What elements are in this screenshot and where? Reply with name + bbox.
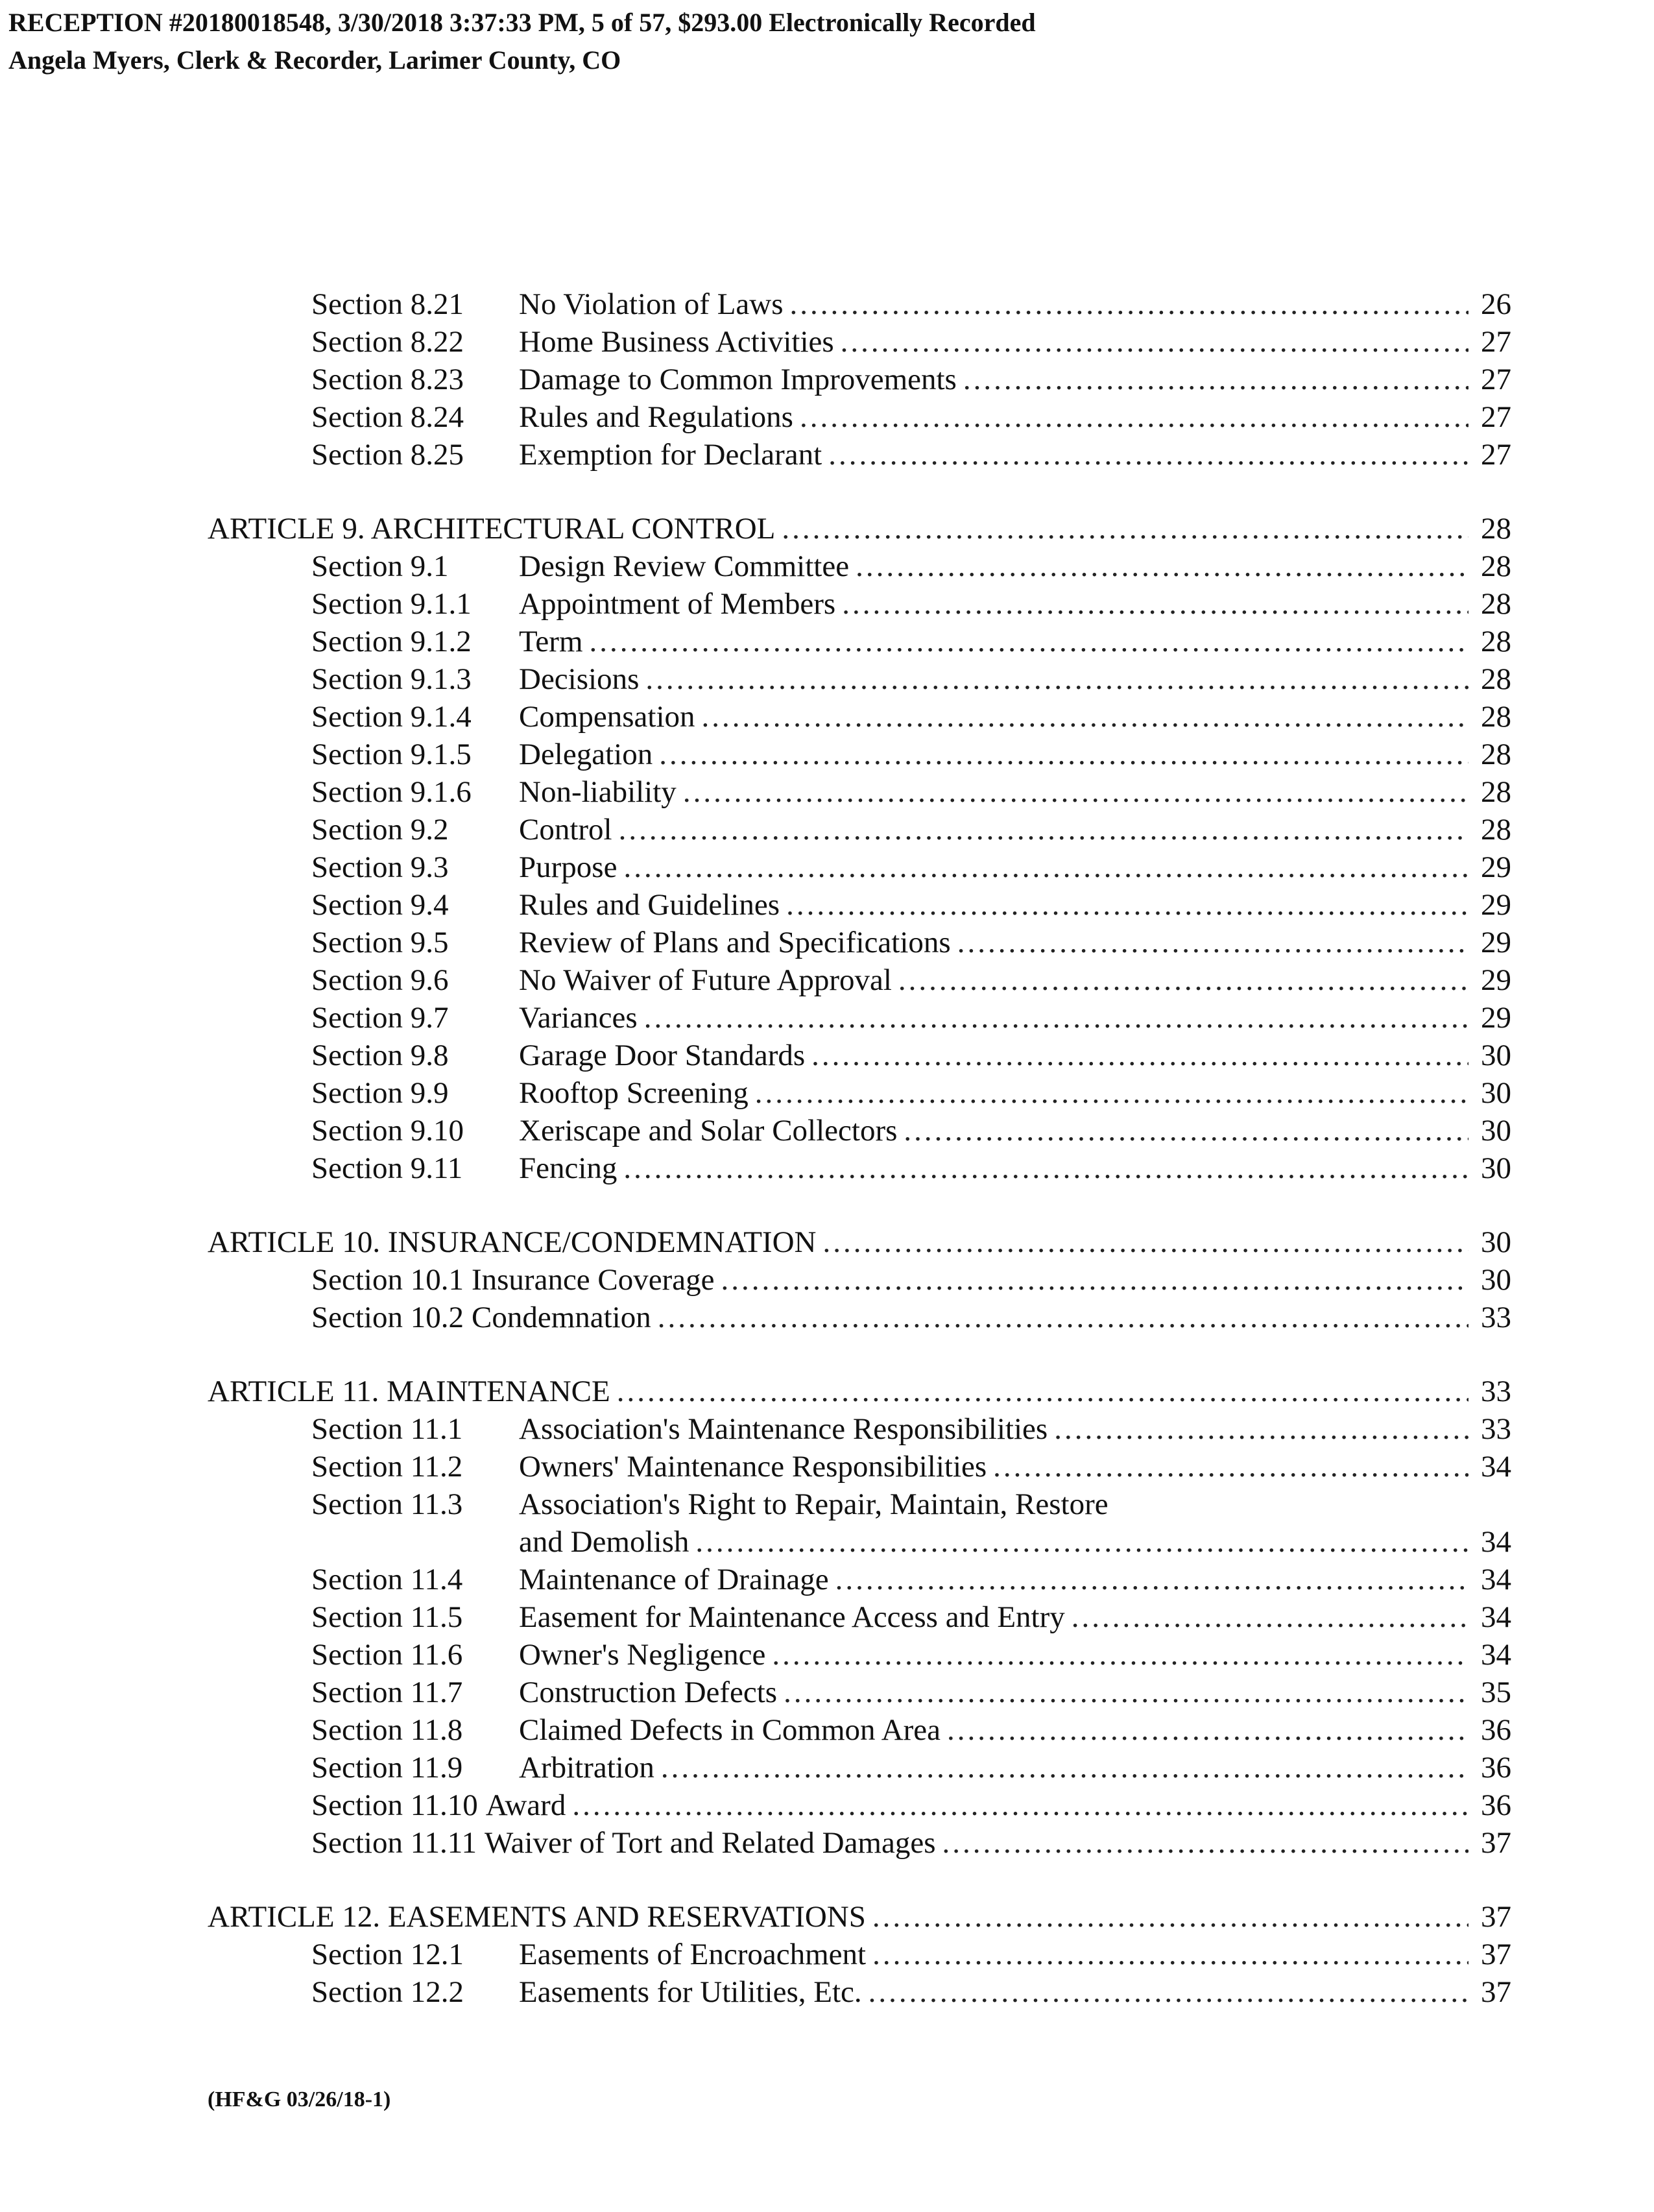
section-number: Section 11.7 [311, 1676, 463, 1709]
section-title: Variances [519, 1001, 638, 1035]
dot-leader [645, 660, 1468, 698]
section-number: Section 11.4 [311, 1563, 463, 1596]
section-number: Section 11.2 [311, 1450, 463, 1484]
recording-stamp-line-2: Angela Myers, Clerk & Recorder, Larimer County, CO [8, 45, 621, 75]
toc-section-entry[interactable] [208, 886, 1511, 924]
section-title: Decisions [519, 662, 640, 696]
page-number: 36 [1481, 1713, 1511, 1747]
dot-leader [957, 924, 1468, 961]
page-number: 34 [1481, 1600, 1511, 1634]
toc-section-entry[interactable] [208, 811, 1511, 848]
page-number: 30 [1481, 1151, 1511, 1185]
page-number: 30 [1481, 1114, 1511, 1148]
dot-leader [755, 1074, 1468, 1112]
toc-section-entry[interactable] [208, 323, 1511, 361]
section-title: Purpose [519, 850, 617, 884]
section-title: Easements for Utilities, Etc. [519, 1975, 862, 2009]
section-number: Section 11.6 [311, 1638, 463, 1672]
toc-section-entry[interactable] [208, 1485, 1511, 1523]
section-title: Award [485, 1788, 566, 1822]
page-number: 27 [1481, 400, 1511, 434]
section-number: Section 11.9 [311, 1751, 463, 1785]
toc-section-entry[interactable] [208, 1636, 1511, 1674]
dot-leader [947, 1711, 1468, 1749]
section-title: Owners' Maintenance Responsibilities [519, 1450, 987, 1484]
section-title: Rooftop Screening [519, 1076, 749, 1110]
dot-leader [658, 1299, 1468, 1336]
recording-stamp [8, 4, 1036, 79]
article-title: ARTICLE 11. MAINTENANCE [208, 1375, 610, 1408]
toc-section-entry[interactable] [208, 1112, 1511, 1149]
section-number: Section 8.21 [311, 287, 464, 321]
section-title: Control [519, 813, 612, 847]
article-title: ARTICLE 9. ARCHITECTURAL CONTROL [208, 512, 776, 546]
toc-section-entry[interactable] [208, 623, 1511, 660]
section-title: Review of Plans and Specifications [519, 926, 951, 959]
section-title: Garage Door Standards [519, 1039, 806, 1072]
toc-group [208, 285, 1511, 474]
toc-section-entry[interactable] [208, 999, 1511, 1037]
section-title: Claimed Defects in Common Area [519, 1713, 941, 1747]
dot-leader [872, 1898, 1468, 1936]
section-number: Section 9.10 [311, 1114, 464, 1148]
page-number: 29 [1481, 850, 1511, 884]
dot-leader [659, 736, 1468, 773]
section-number: Section 11.8 [311, 1713, 463, 1747]
dot-leader [1054, 1410, 1468, 1448]
dot-leader [790, 285, 1468, 323]
dot-leader [822, 1223, 1468, 1261]
toc-section-entry[interactable] [208, 1973, 1511, 2011]
toc-section-entry[interactable] [208, 1711, 1511, 1749]
section-number: Section 9.3 [311, 850, 449, 884]
section-title: Term [519, 625, 583, 658]
dot-leader [702, 698, 1468, 736]
toc-article-entry[interactable] [208, 1223, 1511, 1261]
page-number: 26 [1481, 287, 1511, 321]
dot-leader [623, 1149, 1468, 1187]
dot-leader [904, 1112, 1468, 1149]
dot-leader [661, 1749, 1468, 1786]
page-number: 29 [1481, 888, 1511, 922]
article-title: ARTICLE 10. INSURANCE/CONDEMNATION [208, 1225, 817, 1259]
dot-leader [898, 961, 1468, 999]
section-number: Section 9.1.4 [311, 700, 472, 734]
section-title: No Violation of Laws [519, 287, 784, 321]
section-title: Damage to Common Improvements [519, 363, 957, 396]
recording-stamp-line-1: RECEPTION #20180018548, 3/30/2018 3:37:33 PM, 5 of 57, $293.00 Electronically Recorded [8, 8, 1036, 37]
toc-section-entry[interactable] [208, 736, 1511, 773]
page-number: 37 [1481, 1975, 1511, 2009]
toc-section-entry[interactable] [208, 660, 1511, 698]
section-title: Rules and Regulations [519, 400, 793, 434]
section-number: Section 9.6 [311, 963, 449, 997]
dot-leader [800, 398, 1468, 436]
page-number: 37 [1481, 1938, 1511, 1971]
section-title: Appointment of Members [519, 587, 836, 621]
article-title: ARTICLE 12. EASEMENTS AND RESERVATIONS [208, 1900, 866, 1934]
dot-leader [619, 811, 1468, 848]
section-title: Waiver of Tort and Related Damages [485, 1826, 936, 1860]
section-title: Rules and Guidelines [519, 888, 780, 922]
dot-leader [856, 547, 1468, 585]
page-number: 35 [1481, 1676, 1511, 1709]
dot-leader [828, 436, 1468, 474]
section-number: Section 9.8 [311, 1039, 449, 1072]
toc-section-continuation[interactable] [208, 1523, 1511, 1561]
dot-leader [835, 1561, 1468, 1598]
section-number: Section 9.11 [311, 1151, 463, 1185]
dot-leader [872, 1936, 1468, 1973]
section-title: Compensation [519, 700, 695, 734]
section-title: Design Review Committee [519, 549, 850, 583]
toc-section-entry[interactable] [208, 1410, 1511, 1448]
section-title: Easement for Maintenance Access and Entry [519, 1600, 1065, 1634]
dot-leader [841, 323, 1468, 361]
page-number: 28 [1481, 775, 1511, 809]
page-number: 36 [1481, 1751, 1511, 1785]
toc-group [208, 1898, 1511, 2011]
page-number: 28 [1481, 813, 1511, 847]
dot-leader [590, 623, 1469, 660]
section-title: Non-liability [519, 775, 677, 809]
section-title: Delegation [519, 738, 653, 771]
section-title: Xeriscape and Solar Collectors [519, 1114, 898, 1148]
page-number: 28 [1481, 738, 1511, 771]
dot-leader [683, 773, 1468, 811]
section-number: Section 9.4 [311, 888, 449, 922]
section-number: Section 12.1 [311, 1938, 464, 1971]
section-title: Owner's Negligence [519, 1638, 766, 1672]
page-number: 34 [1481, 1525, 1511, 1559]
page-number: 37 [1481, 1900, 1511, 1934]
toc-section-entry[interactable] [208, 924, 1511, 961]
page-number: 29 [1481, 1001, 1511, 1035]
toc-article-entry[interactable] [208, 1373, 1511, 1410]
section-number: Section 8.24 [311, 400, 464, 434]
toc-section-entry[interactable] [208, 585, 1511, 623]
dot-leader [786, 886, 1468, 924]
section-title: Association's Right to Repair, Maintain, Restore [519, 1487, 1109, 1521]
page-number: 28 [1481, 587, 1511, 621]
page-number: 30 [1481, 1039, 1511, 1072]
section-number: Section 8.22 [311, 325, 464, 359]
section-title: Insurance Coverage [471, 1263, 715, 1297]
section-number: Section 10.1 [311, 1263, 464, 1297]
page-number: 37 [1481, 1826, 1511, 1860]
toc-section-entry[interactable] [208, 1936, 1511, 1973]
section-number: Section 9.1 [311, 549, 449, 583]
dot-leader [842, 585, 1468, 623]
section-number: Section 8.23 [311, 363, 464, 396]
document-code-footer: (HF&G 03/26/18-1) [208, 2087, 391, 2111]
toc-section-entry[interactable] [208, 961, 1511, 999]
page-number: 30 [1481, 1225, 1511, 1259]
toc-section-entry[interactable] [208, 436, 1511, 474]
toc-section-entry[interactable] [208, 1786, 1511, 1824]
page-number: 29 [1481, 926, 1511, 959]
section-title: Exemption for Declarant [519, 438, 822, 472]
page-number: 33 [1481, 1375, 1511, 1408]
page-number: 34 [1481, 1638, 1511, 1672]
section-title: Association's Maintenance Responsibilities [519, 1412, 1048, 1446]
page-number: 27 [1481, 325, 1511, 359]
page-number: 30 [1481, 1076, 1511, 1110]
section-title: Condemnation [471, 1301, 651, 1334]
page-number: 28 [1481, 662, 1511, 696]
toc-group [208, 1223, 1511, 1336]
toc-section-entry[interactable] [208, 361, 1511, 398]
section-number: Section 10.2 [311, 1301, 464, 1334]
dot-leader [963, 361, 1468, 398]
page-number: 29 [1481, 963, 1511, 997]
toc-section-entry[interactable] [208, 1598, 1511, 1636]
toc-section-entry[interactable] [208, 1824, 1511, 1862]
section-number: Section 11.11 [311, 1826, 477, 1860]
dot-leader [721, 1261, 1469, 1299]
page-number: 27 [1481, 438, 1511, 472]
table-of-contents [208, 285, 1511, 2047]
page-number: 28 [1481, 549, 1511, 583]
section-number: Section 9.1.1 [311, 587, 472, 621]
section-title: Construction Defects [519, 1676, 778, 1709]
page-number: 28 [1481, 625, 1511, 658]
section-title: Easements of Encroachment [519, 1938, 867, 1971]
dot-leader [993, 1448, 1468, 1485]
toc-section-entry[interactable] [208, 698, 1511, 736]
section-number: Section 9.1.5 [311, 738, 472, 771]
toc-section-entry[interactable] [208, 398, 1511, 436]
section-number: Section 11.1 [311, 1412, 463, 1446]
section-number: Section 11.10 [311, 1788, 478, 1822]
page-number: 36 [1481, 1788, 1511, 1822]
section-number: Section 9.1.6 [311, 775, 472, 809]
dot-leader [784, 1674, 1468, 1711]
section-title: Arbitration [519, 1751, 654, 1785]
toc-section-entry[interactable] [208, 285, 1511, 323]
toc-section-entry[interactable] [208, 1299, 1511, 1336]
dot-leader [695, 1523, 1468, 1561]
toc-article-entry[interactable] [208, 1898, 1511, 1936]
section-number: Section 9.1.3 [311, 662, 472, 696]
section-title: No Waiver of Future Approval [519, 963, 892, 997]
toc-section-entry[interactable] [208, 1749, 1511, 1786]
section-title: Fencing [519, 1151, 617, 1185]
dot-leader [772, 1636, 1468, 1674]
section-number: Section 9.7 [311, 1001, 449, 1035]
toc-section-entry[interactable] [208, 1261, 1511, 1299]
dot-leader [1072, 1598, 1468, 1636]
toc-section-entry[interactable] [208, 1074, 1511, 1112]
page-number: 30 [1481, 1263, 1511, 1297]
page-number: 27 [1481, 363, 1511, 396]
section-number: Section 8.25 [311, 438, 464, 472]
dot-leader [782, 510, 1468, 547]
dot-leader [572, 1786, 1468, 1824]
page-number: 34 [1481, 1450, 1511, 1484]
page-number: 28 [1481, 700, 1511, 734]
toc-section-entry[interactable] [208, 1149, 1511, 1187]
dot-leader [869, 1973, 1468, 2011]
toc-section-entry[interactable] [208, 773, 1511, 811]
section-title: Home Business Activities [519, 325, 834, 359]
page-number: 33 [1481, 1301, 1511, 1334]
toc-section-entry[interactable] [208, 848, 1511, 886]
toc-section-entry[interactable] [208, 1561, 1511, 1598]
page-number: 33 [1481, 1412, 1511, 1446]
toc-article-entry[interactable] [208, 510, 1511, 547]
section-number: Section 9.2 [311, 813, 449, 847]
dot-leader [623, 848, 1468, 886]
section-number: Section 9.1.2 [311, 625, 472, 658]
section-title: Maintenance of Drainage [519, 1563, 829, 1596]
toc-group [208, 1373, 1511, 1862]
toc-section-entry[interactable] [208, 1448, 1511, 1485]
toc-section-entry[interactable] [208, 1037, 1511, 1074]
dot-leader [811, 1037, 1468, 1074]
section-number: Section 11.3 [311, 1487, 463, 1521]
dot-leader [942, 1824, 1469, 1862]
section-number: Section 9.5 [311, 926, 449, 959]
dot-leader [644, 999, 1468, 1037]
section-number: Section 11.5 [311, 1600, 463, 1634]
section-number: Section 9.9 [311, 1076, 449, 1110]
page-number: 28 [1481, 512, 1511, 546]
dot-leader [617, 1373, 1468, 1410]
section-title-continuation: and Demolish [519, 1525, 689, 1559]
toc-group [208, 510, 1511, 1187]
page-number: 34 [1481, 1563, 1511, 1596]
toc-section-entry[interactable] [208, 547, 1511, 585]
toc-section-entry[interactable] [208, 1674, 1511, 1711]
section-number: Section 12.2 [311, 1975, 464, 2009]
